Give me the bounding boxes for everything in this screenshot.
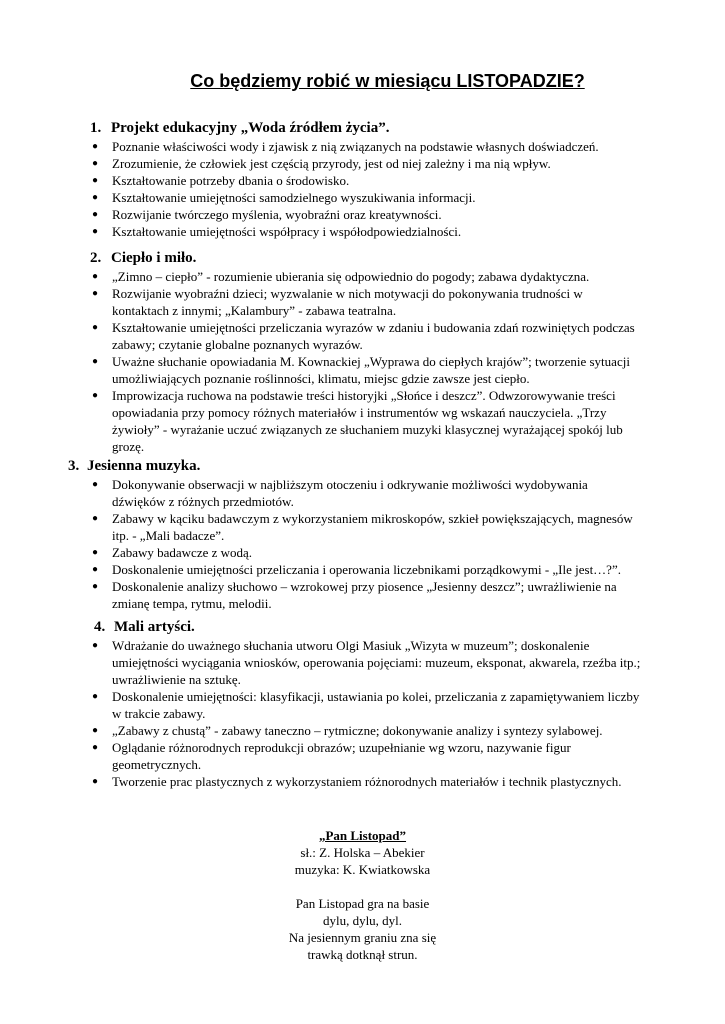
list-item: ● Rozwijanie wyobraźni dzieci; wyzwalanie w nich motywacji do pokonywania trudności w kontaktach z innymi; „Kalambury” - zabawa teatralna. bbox=[92, 286, 583, 318]
list-item: ● Doskonalenie umiejętności: klasyfikacji, ustawiania po kolei, przeliczania z zapamiętywaniem liczby w trakcie zabawy. bbox=[92, 689, 640, 721]
list-item: ● Oglądanie różnorodnych reprodukcji obrazów; uzupełnianie wg wzoru, nazywanie figur geometrycznych. bbox=[92, 740, 571, 772]
list-item: ● Dokonywanie obserwacji w najbliższym otoczeniu i odkrywanie możliwości wydobywania dźwięków z różnych przedmiotów. bbox=[92, 477, 588, 509]
list-item: ● Improwizacja ruchowa na podstawie treści historyjki „Słońce i deszcz”. Odwzorowywanie treści opowiadania przy pomocy różnych materiałów i instrumentów wg wskazań nauczyciela. „Trzy żywioły” - wyrażanie uczuć związanych ze słuchaniem muzyki klasycznej wyrażającej spokój lub grozę. bbox=[92, 388, 623, 454]
bullet-icon: ● bbox=[92, 390, 99, 401]
bullet-icon: ● bbox=[92, 640, 99, 651]
section-title: Ciepło i miło. bbox=[111, 250, 197, 266]
bullet-icon: ● bbox=[92, 226, 99, 237]
list-item: ● Doskonalenie analizy słuchowo – wzrokowej przy piosence „Jesienny deszcz”; uwrażliwienie na zmianę tempa, rytmu, melodii. bbox=[92, 579, 617, 611]
list-item: ● Kształtowanie umiejętności samodzielnego wyszukiwania informacji. bbox=[92, 190, 476, 205]
bullet-icon: ● bbox=[92, 547, 99, 558]
bullet-icon: ● bbox=[92, 271, 99, 282]
list-item: ● Poznanie właściwości wody i zjawisk z nią związanych na podstawie własnych doświadczeń. bbox=[92, 139, 599, 154]
list-item: ● Kształtowanie potrzeby dbania o środowisko. bbox=[92, 173, 350, 188]
song-line: trawką dotknął strun. bbox=[307, 947, 418, 962]
list-item: ● Kształtowanie umiejętności przeliczania wyrazów w zdaniu i budowania zdań rozwiniętych podczas zabawy; czytanie globalne poznanych wyrazów. bbox=[92, 320, 635, 352]
list-item: ● Uważne słuchanie opowiadania M. Kownackiej „Wyprawa do ciepłych krajów”; tworzenie sytuacji umożliwiających poznanie roślinności, klimatu, miejsc gdzie zawsze jest ciepło. bbox=[92, 354, 630, 386]
list-item: ● Kształtowanie umiejętności współpracy i współodpowiedzialności. bbox=[92, 224, 462, 239]
section-1 bbox=[0, 118, 725, 240]
section-heading bbox=[0, 456, 725, 476]
section-heading bbox=[0, 118, 725, 138]
list-item: ● Doskonalenie umiejętności przeliczania i operowania liczebnikami porządkowymi - „Ile jest…?”. bbox=[92, 562, 621, 577]
list-item: ● Wdrażanie do uważnego słuchania utworu Olgi Masiuk „Wizyta w muzeum”; doskonalenie umiejętności wyciągania wniosków, operowania pojęciami: muzeum, eksponat, akwarela, rzeźba itp.; uwrażliwienie na sztukę. bbox=[92, 638, 641, 687]
section-number: 1. bbox=[90, 120, 102, 136]
list-item: ● „Zabawy z chustą” - zabawy taneczno – rytmiczne; dokonywanie analizy i syntezy sylabowej. bbox=[92, 723, 603, 738]
song-line: Na jesiennym graniu zna się bbox=[288, 930, 437, 945]
section-number: 3. bbox=[68, 458, 80, 474]
stanza-spacer bbox=[0, 878, 725, 895]
list-item: ● Zabawy w kąciku badawczym z wykorzystaniem mikroskopów, szkieł powiększających, magnesów itp. - „Mali badacze”. bbox=[92, 511, 633, 543]
song-title: „Pan Listopad” bbox=[318, 828, 407, 843]
list-item: ● Tworzenie prac plastycznych z wykorzystaniem różnorodnych materiałów i technik plastycznych. bbox=[92, 774, 622, 789]
item-list bbox=[86, 268, 725, 455]
bullet-icon: ● bbox=[92, 288, 99, 299]
bullet-icon: ● bbox=[92, 192, 99, 203]
bullet-icon: ● bbox=[92, 513, 99, 524]
section-2 bbox=[0, 248, 725, 455]
section-number: 2. bbox=[90, 250, 102, 266]
item-list bbox=[86, 637, 725, 790]
song-lyrics-credit: sł.: Z. Holska – Abekier bbox=[300, 845, 425, 860]
bullet-icon: ● bbox=[92, 776, 99, 787]
bullet-icon: ● bbox=[92, 141, 99, 152]
list-item: ● Zabawy badawcze z wodą. bbox=[92, 545, 253, 560]
song-line: Pan Listopad gra na basie bbox=[295, 896, 430, 911]
song-block bbox=[0, 827, 725, 963]
bullet-icon: ● bbox=[92, 322, 99, 333]
item-list bbox=[86, 138, 725, 240]
bullet-icon: ● bbox=[92, 479, 99, 490]
bullet-icon: ● bbox=[92, 175, 99, 186]
item-list bbox=[86, 476, 725, 612]
section-heading bbox=[0, 617, 725, 637]
page-title: Co będziemy robić w miesiącu LISTOPADZIE? bbox=[190, 71, 585, 91]
list-item: ● Zrozumienie, że człowiek jest częścią przyrody, jest od niej zależny i ma nią wpływ. bbox=[92, 156, 551, 171]
section-4 bbox=[0, 617, 725, 790]
section-title: Jesienna muzyka. bbox=[87, 458, 201, 474]
bullet-icon: ● bbox=[92, 725, 99, 736]
section-title: Projekt edukacyjny „Woda źródłem życia”. bbox=[111, 120, 390, 136]
song-line: dylu, dylu, dyl. bbox=[322, 913, 403, 928]
list-item: ● „Zimno – ciepło” - rozumienie ubierania się odpowiednio do pogody; zabawa dydaktyczna. bbox=[92, 269, 590, 284]
bullet-icon: ● bbox=[92, 209, 99, 220]
song-music-credit: muzyka: K. Kwiatkowska bbox=[294, 862, 431, 877]
bullet-icon: ● bbox=[92, 581, 99, 592]
section-heading bbox=[0, 248, 725, 268]
section-number: 4. bbox=[94, 619, 106, 635]
bullet-icon: ● bbox=[92, 742, 99, 753]
list-item: ● Rozwijanie twórczego myślenia, wyobraźni oraz kreatywności. bbox=[92, 207, 442, 222]
section-title: Mali artyści. bbox=[114, 619, 195, 635]
bullet-icon: ● bbox=[92, 691, 99, 702]
bullet-icon: ● bbox=[92, 158, 99, 169]
bullet-icon: ● bbox=[92, 356, 99, 367]
section-3 bbox=[0, 456, 725, 612]
bullet-icon: ● bbox=[92, 564, 99, 575]
